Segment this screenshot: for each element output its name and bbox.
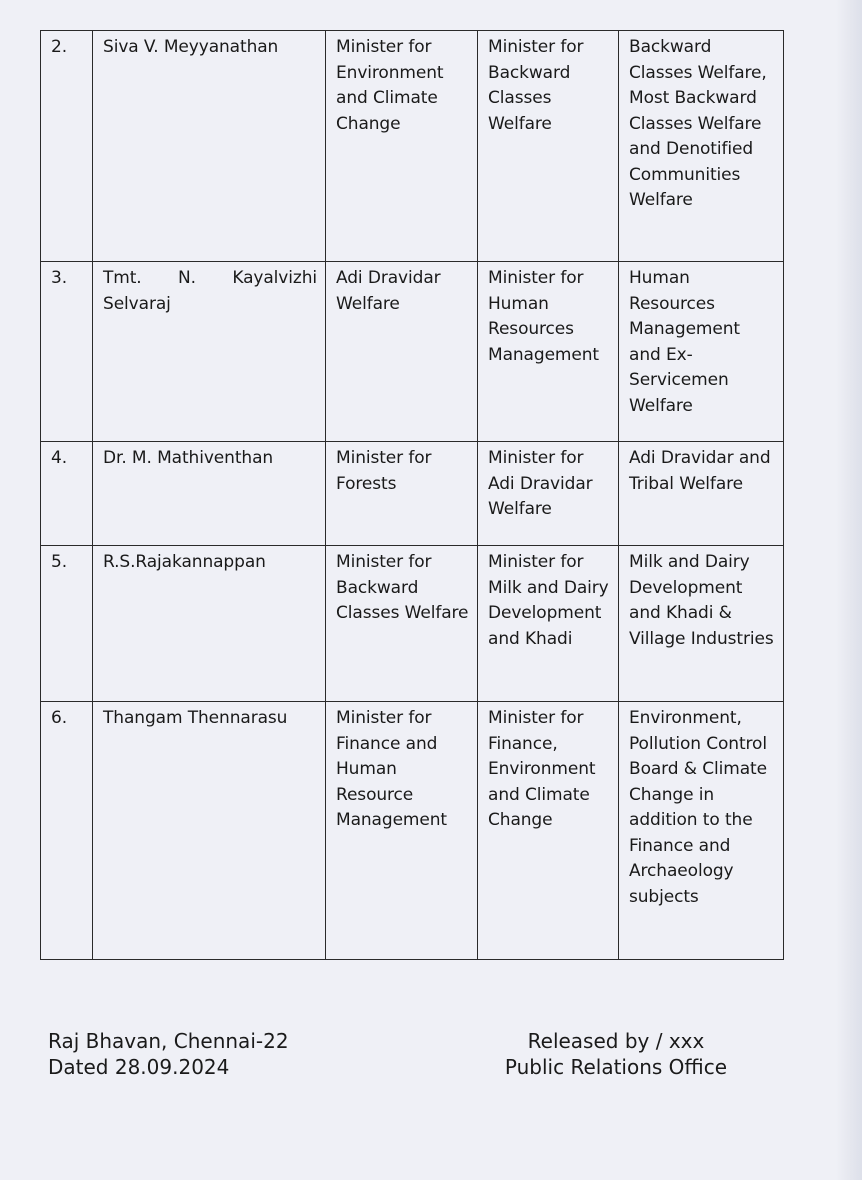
minister-name: Dr. M. Mathiventhan (93, 442, 326, 546)
table-row (41, 31, 784, 262)
issue-date: Dated 28.09.2024 (48, 1055, 230, 1079)
issuing-place: Raj Bhavan, Chennai-22 (48, 1029, 289, 1053)
row-number: 4. (41, 442, 93, 546)
row-number: 3. (41, 262, 93, 442)
issuing-office: Public Relations Office (504, 1055, 728, 1079)
table-row (41, 546, 784, 702)
row-number: 6. (41, 702, 93, 960)
portfolio-subjects: Human Resources Management and Ex-Servicemen Welfare (619, 262, 784, 442)
portfolio-subjects: Environment, Pollution Control Board & Climate Change in addition to the Finance and Archaeology subjects (619, 702, 784, 960)
present-portfolio: Adi Dravidar Welfare (326, 262, 478, 442)
issuing-place-block (48, 1028, 289, 1080)
present-portfolio: Minister for Finance and Human Resource Management (326, 702, 478, 960)
present-portfolio: Minister for Backward Classes Welfare (326, 546, 478, 702)
page-edge-shadow (836, 0, 862, 1180)
present-portfolio: Minister for Environment and Climate Change (326, 31, 478, 262)
new-portfolio: Minister for Human Resources Management (478, 262, 619, 442)
table-row (41, 262, 784, 442)
minister-name: Siva V. Meyyanathan (93, 31, 326, 262)
new-portfolio: Minister for Milk and Dairy Development and Khadi (478, 546, 619, 702)
new-portfolio: Minister for Finance, Environment and Climate Change (478, 702, 619, 960)
minister-name: Tmt. N. Kayalvizhi Selvaraj (93, 262, 326, 442)
portfolio-subjects: Backward Classes Welfare, Most Backward Classes Welfare and Denotified Communities Welfare (619, 31, 784, 262)
portfolio-subjects: Milk and Dairy Development and Khadi & Village Industries (619, 546, 784, 702)
minister-name: Thangam Thennarasu (93, 702, 326, 960)
row-number: 2. (41, 31, 93, 262)
table-row (41, 702, 784, 960)
portfolio-subjects: Adi Dravidar and Tribal Welfare (619, 442, 784, 546)
new-portfolio: Minister for Backward Classes Welfare (478, 31, 619, 262)
row-number: 5. (41, 546, 93, 702)
portfolio-table (40, 30, 784, 960)
table-row (41, 442, 784, 546)
released-by: Released by / xxx (527, 1029, 705, 1053)
new-portfolio: Minister for Adi Dravidar Welfare (478, 442, 619, 546)
release-block (496, 1028, 736, 1080)
present-portfolio: Minister for Forests (326, 442, 478, 546)
minister-name: R.S.Rajakannappan (93, 546, 326, 702)
